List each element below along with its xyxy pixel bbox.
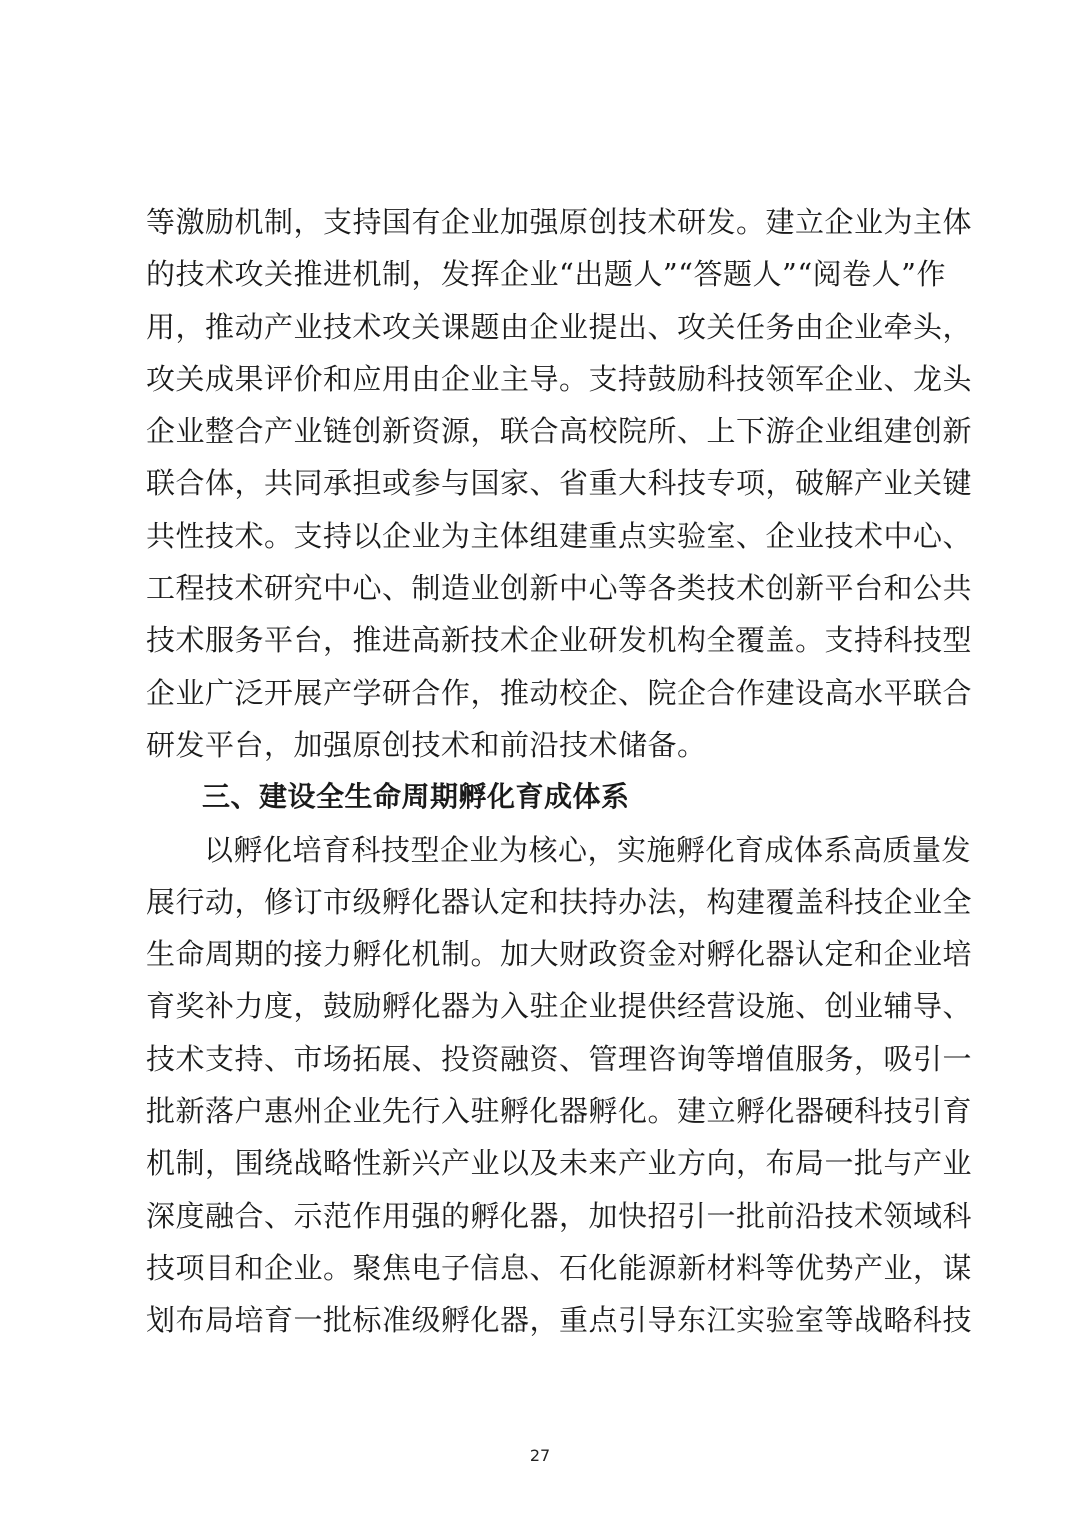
body-text bbox=[146, 196, 973, 1347]
text-line: 生命周期的接力孵化机制。加大财政资金对孵化器认定和企业培 bbox=[146, 937, 973, 972]
text-line: 展行动，修订市级孵化器认定和扶持办法，构建覆盖科技企业全 bbox=[146, 884, 973, 919]
text-line: 企业整合产业链创新资源，联合高校院所、上下游企业组建创新 bbox=[146, 414, 973, 449]
text-line: 深度融合、示范作用强的孵化器，加快招引一批前沿技术领域科 bbox=[146, 1198, 973, 1233]
text-line: 企业广泛开展产学研合作，推动校企、院企合作建设高水平联合 bbox=[146, 675, 973, 710]
text-line: 技项目和企业。聚焦电子信息、石化能源新材料等优势产业，谋 bbox=[146, 1250, 973, 1285]
text-line: 批新落户惠州企业先行入驻孵化器孵化。建立孵化器硬科技引育 bbox=[146, 1094, 973, 1129]
text-line: 划布局培育一批标准级孵化器，重点引导东江实验室等战略科技 bbox=[146, 1303, 973, 1338]
text-line: 攻关成果评价和应用由企业主导。支持鼓励科技领军企业、龙头 bbox=[146, 361, 973, 396]
text-line: 的技术攻关推进机制，发挥企业“出题人”“答题人”“阅卷人”作 bbox=[146, 257, 946, 292]
section-heading: 三、建设全生命周期孵化育成体系 bbox=[202, 780, 630, 814]
paragraph bbox=[146, 824, 973, 1347]
text-line: 以孵化培育科技型企业为核心，实施孵化育成体系高质量发 bbox=[204, 832, 972, 867]
text-line: 等激励机制，支持国有企业加强原创技术研发。建立企业为主体 bbox=[146, 205, 973, 239]
text-line: 技术支持、市场拓展、投资融资、管理咨询等增值服务，吸引一 bbox=[146, 1041, 973, 1076]
text-line: 工程技术研究中心、制造业创新中心等各类技术创新平台和公共 bbox=[146, 571, 973, 606]
text-line: 联合体，共同承担或参与国家、省重大科技专项，破解产业关键 bbox=[146, 466, 973, 501]
text-line: 机制，围绕战略性新兴产业以及未来产业方向，布局一批与产业 bbox=[146, 1146, 973, 1181]
text-line: 用，推动产业技术攻关课题由企业提出、攻关任务由企业牵头， bbox=[146, 309, 973, 344]
text-line: 育奖补力度，鼓励孵化器为入驻企业提供经营设施、创业辅导、 bbox=[146, 989, 973, 1024]
paragraph bbox=[146, 196, 973, 771]
text-line: 共性技术。支持以企业为主体组建重点实验室、企业技术中心、 bbox=[146, 518, 973, 553]
text-line: 研发平台，加强原创技术和前沿技术储备。 bbox=[146, 727, 707, 762]
text-line: 技术服务平台，推进高新技术企业研发机构全覆盖。支持科技型 bbox=[146, 623, 973, 658]
page-number: 27 bbox=[529, 1446, 551, 1465]
